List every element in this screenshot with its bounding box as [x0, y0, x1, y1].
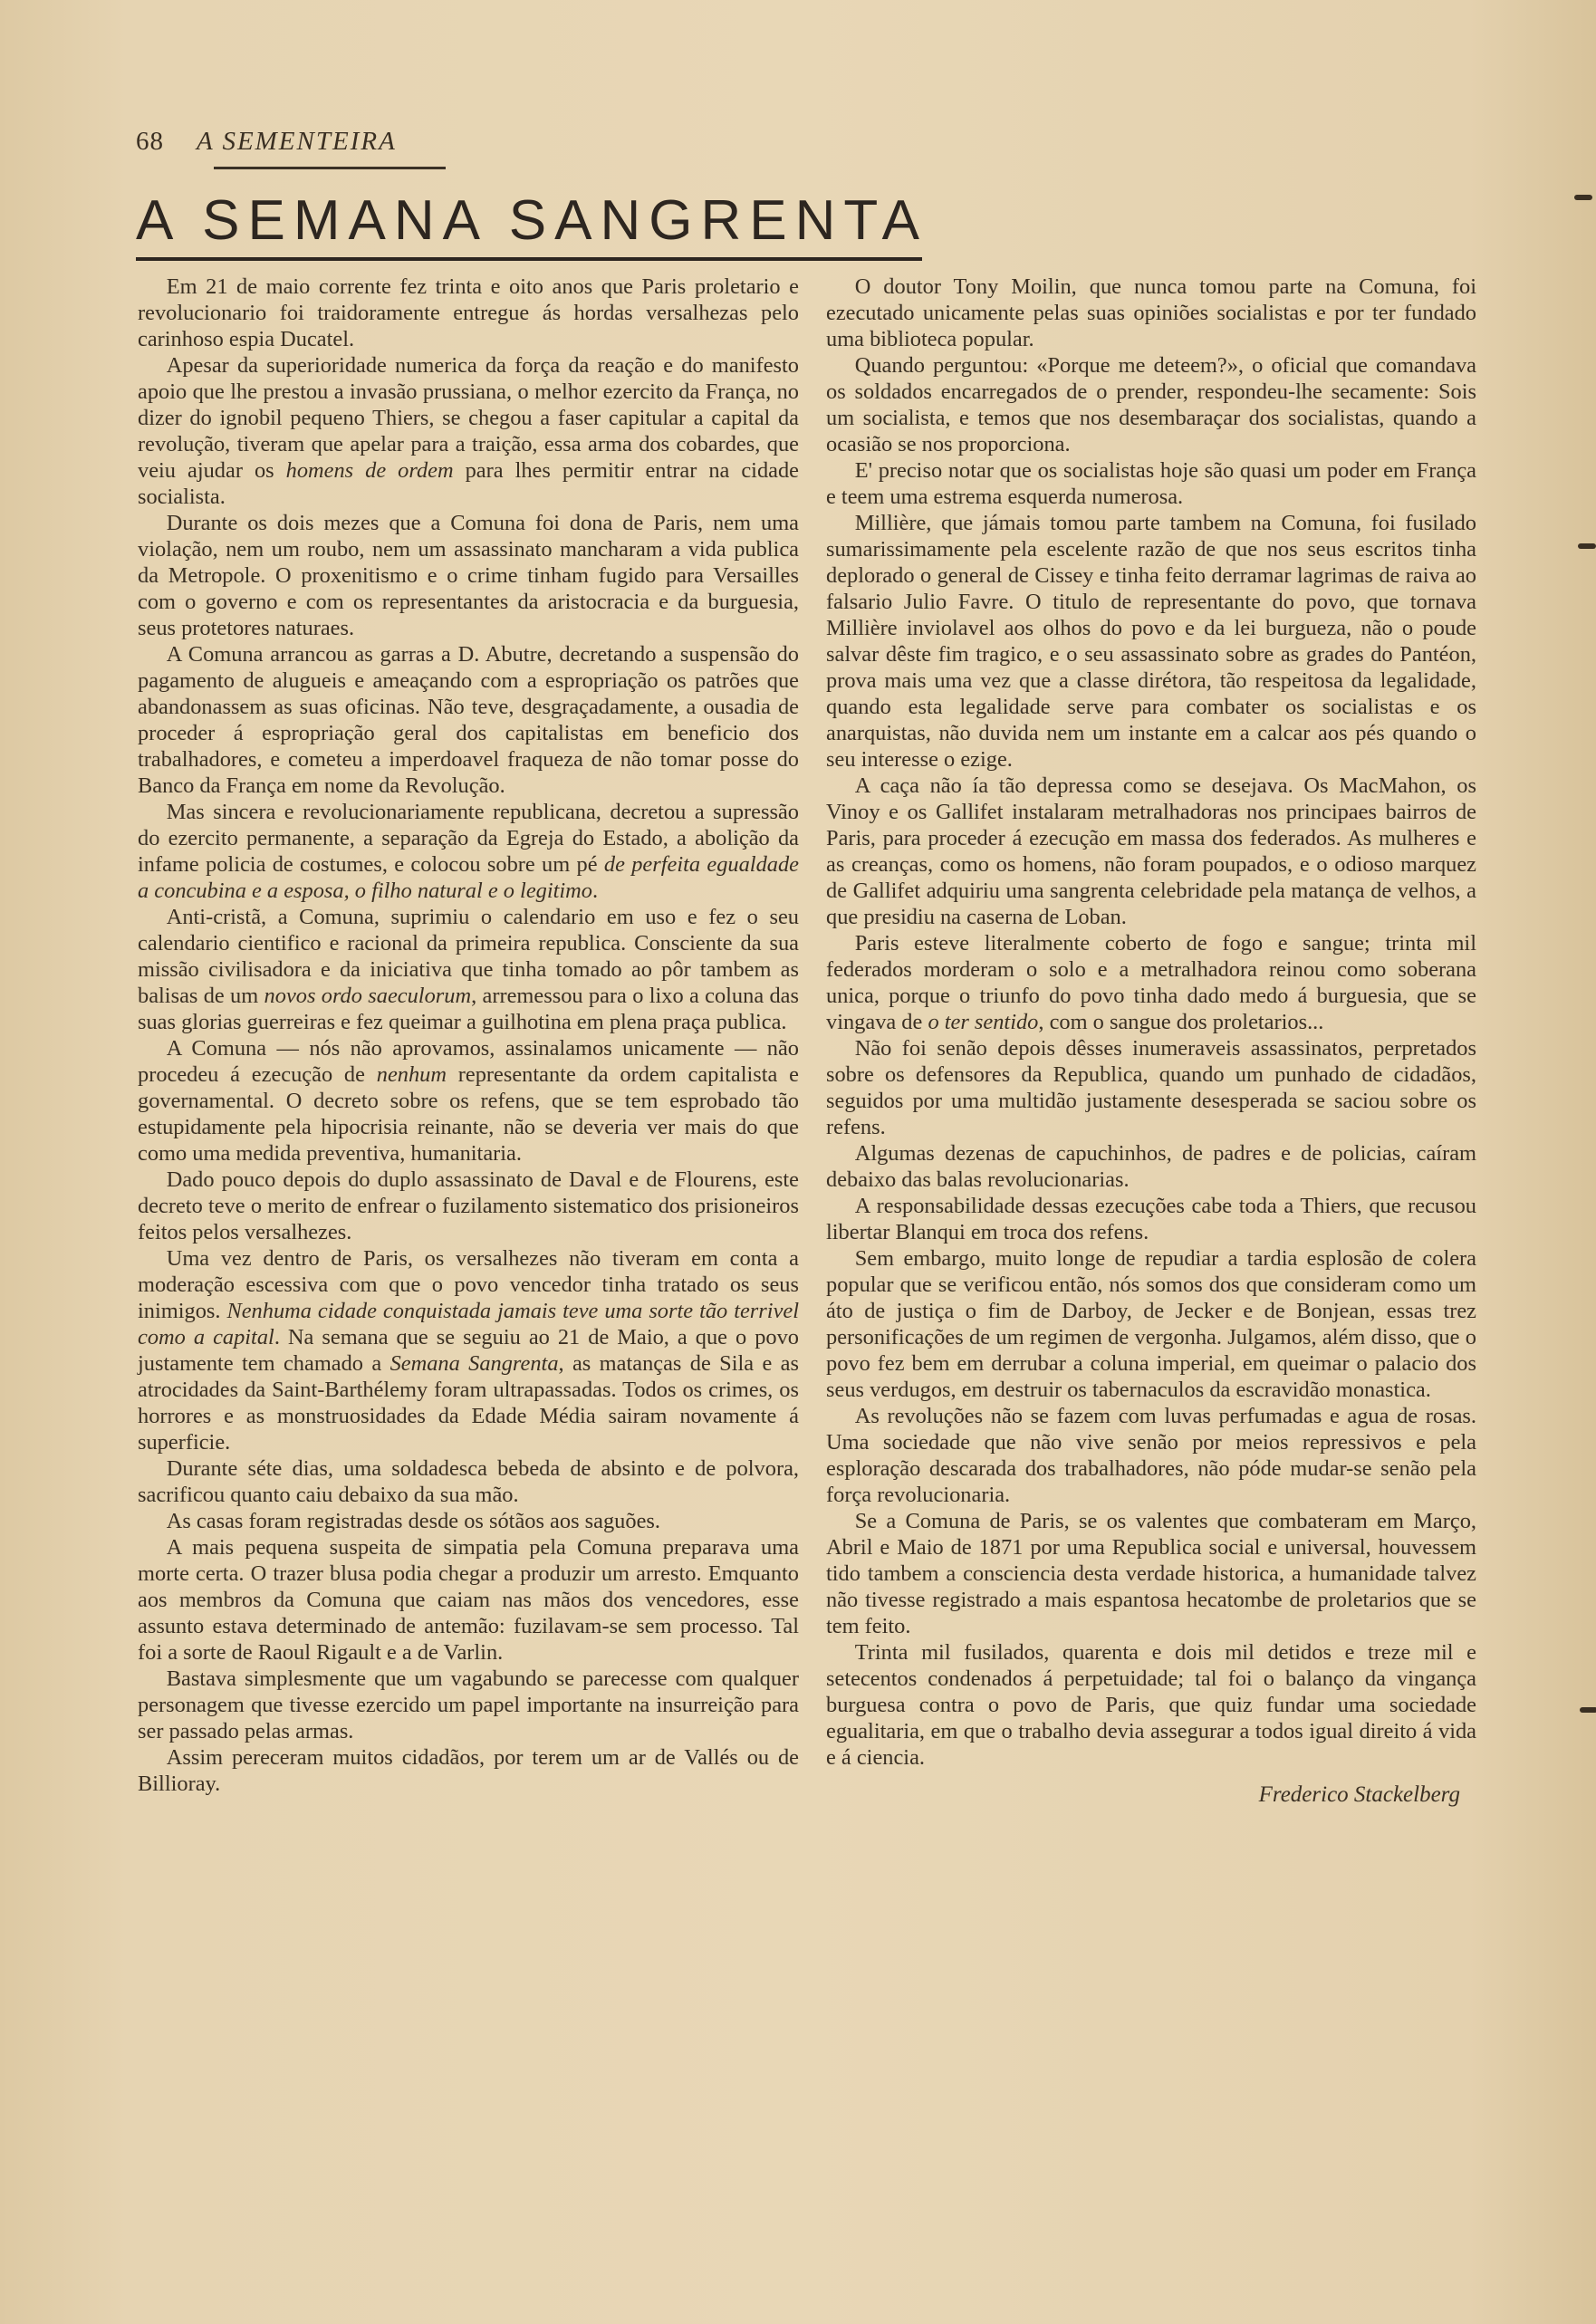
- text-run: Não foi senão depois dêsses inumeraveis assassinatos, perpretados sobre os defensores da Republica, quando um punhado de cidadãos, seguidos por uma multidão justamente desesperada se saciou sobre os refens.: [826, 1036, 1476, 1139]
- article-paragraph: [138, 510, 799, 641]
- article-paragraph: [826, 1508, 1476, 1639]
- italic-phrase: Semana Sangrenta: [389, 1351, 559, 1376]
- article-paragraph: [826, 1639, 1476, 1771]
- text-run: As revoluções não se fazem com luvas perfumadas e agua de rosas. Uma sociedade que não vive senão por meios repressivos e pela esploração descarada dos trabalhadores, não póde mudar-se senão pela força revolucionaria.: [826, 1404, 1476, 1507]
- edge-mark: [1574, 195, 1592, 200]
- article-paragraph: [138, 1455, 799, 1508]
- text-run: A caça não ía tão depressa como se desejava. Os MacMahon, os Vinoy e os Gallifet instalaram metralhadoras nos principaes bairros de Paris, para proceder á ezecução em massa dos federados. As mulheres e as creanças, como os homens, não foram poupados, e o odioso marquez de Gallifet adquiriu uma sangrenta celebridade pela matança de velhos, a que presidiu na caserna de Loban.: [826, 773, 1476, 929]
- article-paragraph: [138, 352, 799, 510]
- article-right-column: [826, 274, 1476, 1808]
- text-run: para lhes permitir entrar na cidade socialista.: [138, 458, 799, 509]
- text-run: E' preciso notar que os socialistas hoje são quasi um poder em França e teem uma estrema esquerda numerosa.: [826, 458, 1476, 509]
- italic-phrase: homens de ordem: [285, 458, 454, 483]
- text-run: Paris esteve literalmente coberto de fogo e sangue; trinta mil federados morderam o solo e a metralhadora reinou como soberana unica, porque o triunfo do povo tinha dado medo á burguesia, que se vingava de: [826, 931, 1476, 1034]
- text-run: Durante séte dias, uma soldadesca bebeda de absinto e de polvora, sacrificou quanto caiu debaixo da sua mão.: [138, 1456, 799, 1507]
- article-paragraph: [826, 930, 1476, 1035]
- text-run: Bastava simplesmente que um vagabundo se parecesse com qualquer personagem que tivesse ezercido um papel importante na insurreição para ser passado pelas armas.: [138, 1666, 799, 1743]
- text-run: Sem embargo, muito longe de repudiar a tardia esplosão de colera popular que se verificou então, nós somos dos que consideram como um áto de justiça o fim de Darboy, de Jecker e de Bonjean, essas trez personificações de um regimen de vergonha. Julgamos, além disso, que o povo fez bem em derrubar a coluna imperial, em queimar o palacio dos seus verdugos, em destruir os tabernaculos da escravidão monastica.: [826, 1246, 1476, 1402]
- text-run: , com o sangue dos proletarios...: [1038, 1010, 1324, 1034]
- author-signature: Frederico Stackelberg: [1258, 1782, 1460, 1807]
- text-run: A Comuna — nós não aprovamos, assinalamos unicamente — não procedeu á ezecução de: [138, 1036, 799, 1087]
- article-paragraph: [826, 1193, 1476, 1245]
- page-header: [136, 127, 397, 163]
- article-paragraph: [138, 1245, 799, 1455]
- italic-phrase: de perfeita egualdade a concubina e a esposa, o filho natural e o legitimo: [138, 852, 799, 903]
- article-paragraph: [826, 1140, 1476, 1193]
- text-run: Anti-cristã, a Comuna, suprimiu o calendario em uso e fez o seu calendario cientifico e racional da primeira republica. Consciente da sua missão civilisadora e da iniciativa que tinha tomado ao pôr tambem as balisas de um: [138, 905, 799, 1008]
- text-run: A mais pequena suspeita de simpatia pela Comuna preparava uma morte certa. O trazer blusa podia chegar a produzir um arresto. Emquanto aos membros da Comuna que caiam nas mãos dos vencedores, esse assunto estava determinado de antemão: fuzilavam-se sem processo. Tal foi a sorte de Raoul Rigault e a de Varlin.: [138, 1535, 799, 1665]
- text-run: Algumas dezenas de capuchinhos, de padres e de policias, caíram debaixo das balas revolucionarias.: [826, 1141, 1476, 1192]
- article-paragraph: [138, 274, 799, 352]
- article-paragraph: [826, 352, 1476, 457]
- edge-mark: [1578, 543, 1596, 549]
- article-paragraph: [826, 1403, 1476, 1508]
- text-run: .: [592, 879, 599, 903]
- article-paragraph: [826, 1035, 1476, 1140]
- article-title: A SEMANA SANGRENTA: [136, 189, 928, 252]
- text-run: Quando perguntou: «Porque me deteem?», o oficial que comandava os soldados encarregados de o prender, respondeu-lhe secamente: Sois um socialista, e temos que nos desembaraçar dos socialistas, quando a ocasião se nos proporciona.: [826, 353, 1476, 456]
- text-run: Trinta mil fusilados, quarenta e dois mil detidos e treze mil e setecentos condenados á perpetuidade; tal foi o balanço da vingança burguesa contra o povo de Paris, que quiz fundar uma sociedade egualitaria, em que o trabalho devia assegurar a todos igual direito á vida e á ciencia.: [826, 1640, 1476, 1770]
- text-run: Apesar da superioridade numerica da força da reação e do manifesto apoio que lhe prestou a invasão prussiana, o melhor ezercito da França, no dizer do ignobil pequeno Thiers, se chegou a faser capitular a capital da revolução, tiveram que apelar para a traição, essa arma dos cobardes, que veiu ajudar os: [138, 353, 799, 483]
- article-left-column: [138, 274, 799, 1797]
- text-run: Assim pereceram muitos cidadãos, por terem um ar de Vallés ou de Billioray.: [138, 1745, 799, 1796]
- italic-phrase: Nenhuma cidade conquistada jamais teve uma sorte tão terrivel como a capital: [138, 1299, 799, 1349]
- text-run: Em 21 de maio corrente fez trinta e oito anos que Paris proletario e revolucionario foi traidoramente entregue ás hordas versalhezas pelo carinhoso espia Ducatel.: [138, 274, 799, 351]
- text-run: Uma vez dentro de Paris, os versalhezes não tiveram em conta a moderação escessiva com que o povo vencedor tinha tratado os seus inimigos.: [138, 1246, 799, 1323]
- text-run: As casas foram registradas desde os sótãos aos saguões.: [166, 1509, 660, 1533]
- italic-phrase: novos ordo saeculorum: [264, 984, 472, 1008]
- text-run: O doutor Tony Moilin, que nunca tomou parte na Comuna, foi ezecutado unicamente pelas suas opiniões socialistas e por ter fundado uma biblioteca popular.: [826, 274, 1476, 351]
- text-run: A Comuna arrancou as garras a D. Abutre, decretando a suspensão do pagamento de alugueis e ameaçando com a espropriação os patrões que abandonassem as suas oficinas. Não teve, desgraçadamente, a ousadia de proceder á espropriação geral dos capitalistas em beneficio dos trabalhadores, e cometeu a imperdoavel fraqueza de não tomar posse do Banco da França em nome da Revolução.: [138, 642, 799, 798]
- article-paragraph: [138, 641, 799, 799]
- article-paragraph: [138, 1744, 799, 1797]
- text-run: Millière, que jámais tomou parte tambem na Comuna, foi fusilado sumarissimamente pela escelente razão de que nos seus escritos tinha deplorado o general de Cissey e tinha feito derramar lagrimas de raiva ao falsario Julio Favre. O titulo de representante do povo, que tornava Millière inviolavel aos olhos do povo e da lei burgueza, não o poude salvar dêste fim tragico, e o seu assassinato sobre as grades do Pantéon, prova mais uma vez que a classe dirétora, tão respeitosa da legalidade, quando esta legalidade serve para combater os socialistas e os anarquistas, não duvida nem um instante em a calcar aos pés quando o seu interesse o ezige.: [826, 511, 1476, 772]
- text-run: Durante os dois mezes que a Comuna foi dona de Paris, nem uma violação, nem um roubo, nem um assassinato mancharam a vida publica da Metropole. O proxenitismo e o crime tinham fugido para Versailles com o governo e com os representantes da aristocracia e da burguesia, seus protetores naturaes.: [138, 511, 799, 640]
- text-run: , as matanças de Sila e as atrocidades da Saint-Barthélemy foram ultrapassadas. Todos os crimes, os horrores e as monstruosidades da Edade Média sairam novamente á superficie.: [138, 1351, 799, 1455]
- text-run: Dado pouco depois do duplo assassinato de Daval e de Flourens, este decreto teve o merito de enfrear o fuzilamento sistematico dos prisioneiros feitos pelos versalhezes.: [138, 1167, 799, 1244]
- text-run: representante da ordem capitalista e governamental. O decreto sobre os refens, que se tem esprobado tão estupidamente pela hipocrisia reinante, não se deveria ver mais do que como uma medida preventiva, humanitaria.: [138, 1062, 799, 1166]
- article-paragraph: [138, 1508, 799, 1534]
- edge-mark: [1580, 1707, 1596, 1713]
- title-underline: [136, 257, 922, 261]
- page-number: 68: [136, 127, 164, 156]
- text-run: A responsabilidade dessas ezecuções cabe toda a Thiers, que recusou libertar Blanqui em troca dos refens.: [826, 1194, 1476, 1244]
- article-paragraph: [138, 904, 799, 1035]
- right-column-body: [826, 274, 1476, 1771]
- text-run: Mas sincera e revolucionariamente republicana, decretou a supressão do ezercito permanente, a separação da Egreja do Estado, a abolição da infame policia de costumes, e colocou sobre um pé: [138, 800, 799, 877]
- text-run: . Na semana que se seguiu ao 21 de Maio, a que o povo justamente tem chamado a: [138, 1325, 799, 1376]
- article-paragraph: [826, 274, 1476, 352]
- article-paragraph: [826, 510, 1476, 773]
- article-paragraph: [826, 457, 1476, 510]
- article-paragraph: [826, 1245, 1476, 1403]
- article-paragraph: [826, 773, 1476, 930]
- article-paragraph: [138, 1534, 799, 1666]
- italic-phrase: nenhum: [376, 1062, 447, 1087]
- article-paragraph: [138, 1666, 799, 1744]
- italic-phrase: o ter sentido: [928, 1010, 1039, 1034]
- text-run: , arremessou para o lixo a coluna das suas glorias guerreiras e fez queimar a guilhotina em plena praça publica.: [138, 984, 799, 1034]
- article-paragraph: [138, 799, 799, 904]
- article-paragraph: [138, 1035, 799, 1167]
- magazine-name: A SEMENTEIRA: [197, 127, 397, 156]
- text-run: Se a Comuna de Paris, se os valentes que combateram em Março, Abril e Maio de 1871 por uma Republica social e universal, houvessem tido tambem a consciencia desta verdade historica, a humanidade talvez não tivesse registrado a mais espantosa hecatombe de proletarios que se tem feito.: [826, 1509, 1476, 1638]
- header-underline: [214, 167, 446, 169]
- article-paragraph: [138, 1167, 799, 1245]
